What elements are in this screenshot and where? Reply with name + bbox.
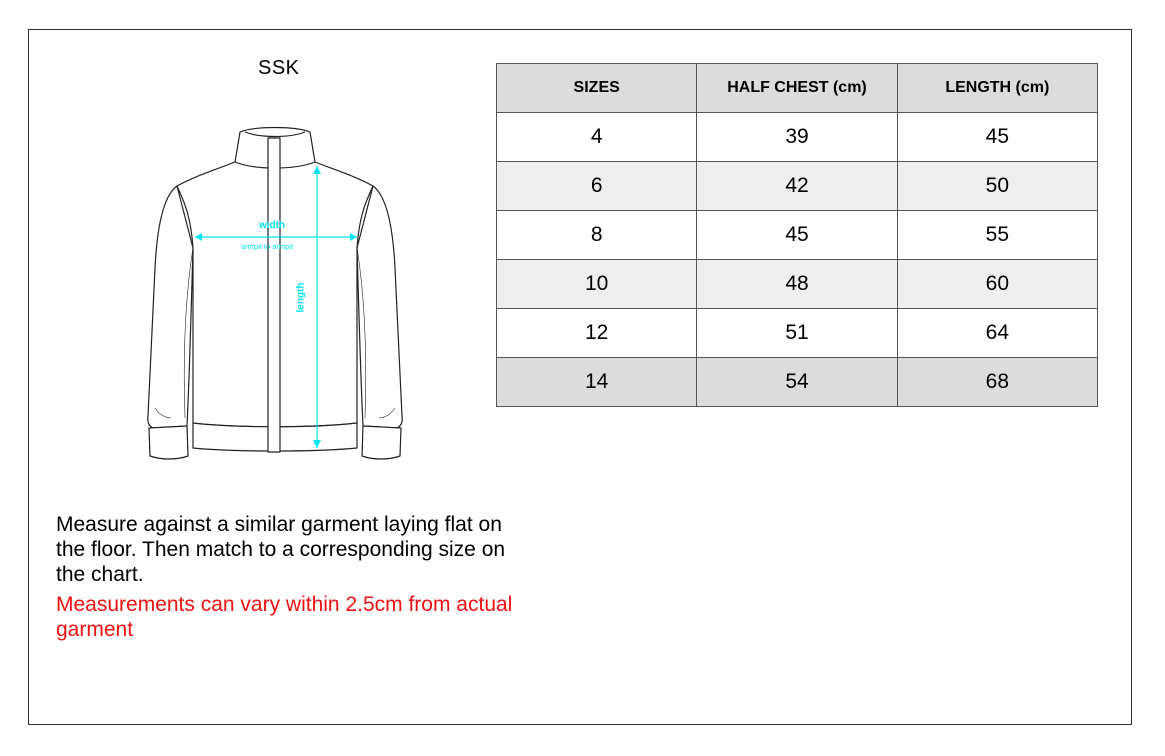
cell-half-chest: 48: [697, 260, 897, 309]
left-cuff: [149, 426, 188, 459]
length-label: length: [295, 282, 307, 313]
right-cuff: [362, 426, 401, 459]
table-row: [497, 113, 1098, 162]
cell-size: 10: [497, 260, 697, 309]
cell-half-chest: 54: [697, 358, 897, 407]
cell-half-chest: 39: [697, 113, 897, 162]
header-length: LENGTH (cm): [897, 64, 1097, 113]
cell-length: 45: [897, 113, 1097, 162]
cell-size: 4: [497, 113, 697, 162]
brand-title: SSK: [258, 57, 300, 79]
cell-half-chest: 51: [697, 309, 897, 358]
table-header-row: [497, 64, 1098, 113]
table-row: [497, 260, 1098, 309]
cell-length: 50: [897, 162, 1097, 211]
measurement-disclaimer: Measurements can vary within 2.5cm from actual garment: [56, 593, 513, 641]
zipper-placket: [268, 138, 280, 452]
table-row: [497, 162, 1098, 211]
cell-length: 68: [897, 358, 1097, 407]
cell-half-chest: 45: [697, 211, 897, 260]
header-half-chest: HALF CHEST (cm): [697, 64, 897, 113]
cell-length: 55: [897, 211, 1097, 260]
jacket-illustration: [135, 118, 425, 468]
size-table: [496, 63, 1098, 407]
cell-size: 6: [497, 162, 697, 211]
cell-size: 14: [497, 358, 697, 407]
cell-size: 12: [497, 309, 697, 358]
cell-length: 64: [897, 309, 1097, 358]
measure-instructions: Measure against a similar garment laying flat on the floor. Then match to a corresponding size on the chart.: [56, 513, 506, 586]
cell-size: 8: [497, 211, 697, 260]
table-row: [497, 309, 1098, 358]
cell-length: 60: [897, 260, 1097, 309]
width-sublabel: armpit to armpit: [241, 242, 294, 251]
cell-half-chest: 42: [697, 162, 897, 211]
header-sizes: SIZES: [497, 64, 697, 113]
width-label: width: [259, 220, 286, 231]
jacket-diagram: [135, 118, 425, 468]
table-row: [497, 211, 1098, 260]
table-row: [497, 358, 1098, 407]
